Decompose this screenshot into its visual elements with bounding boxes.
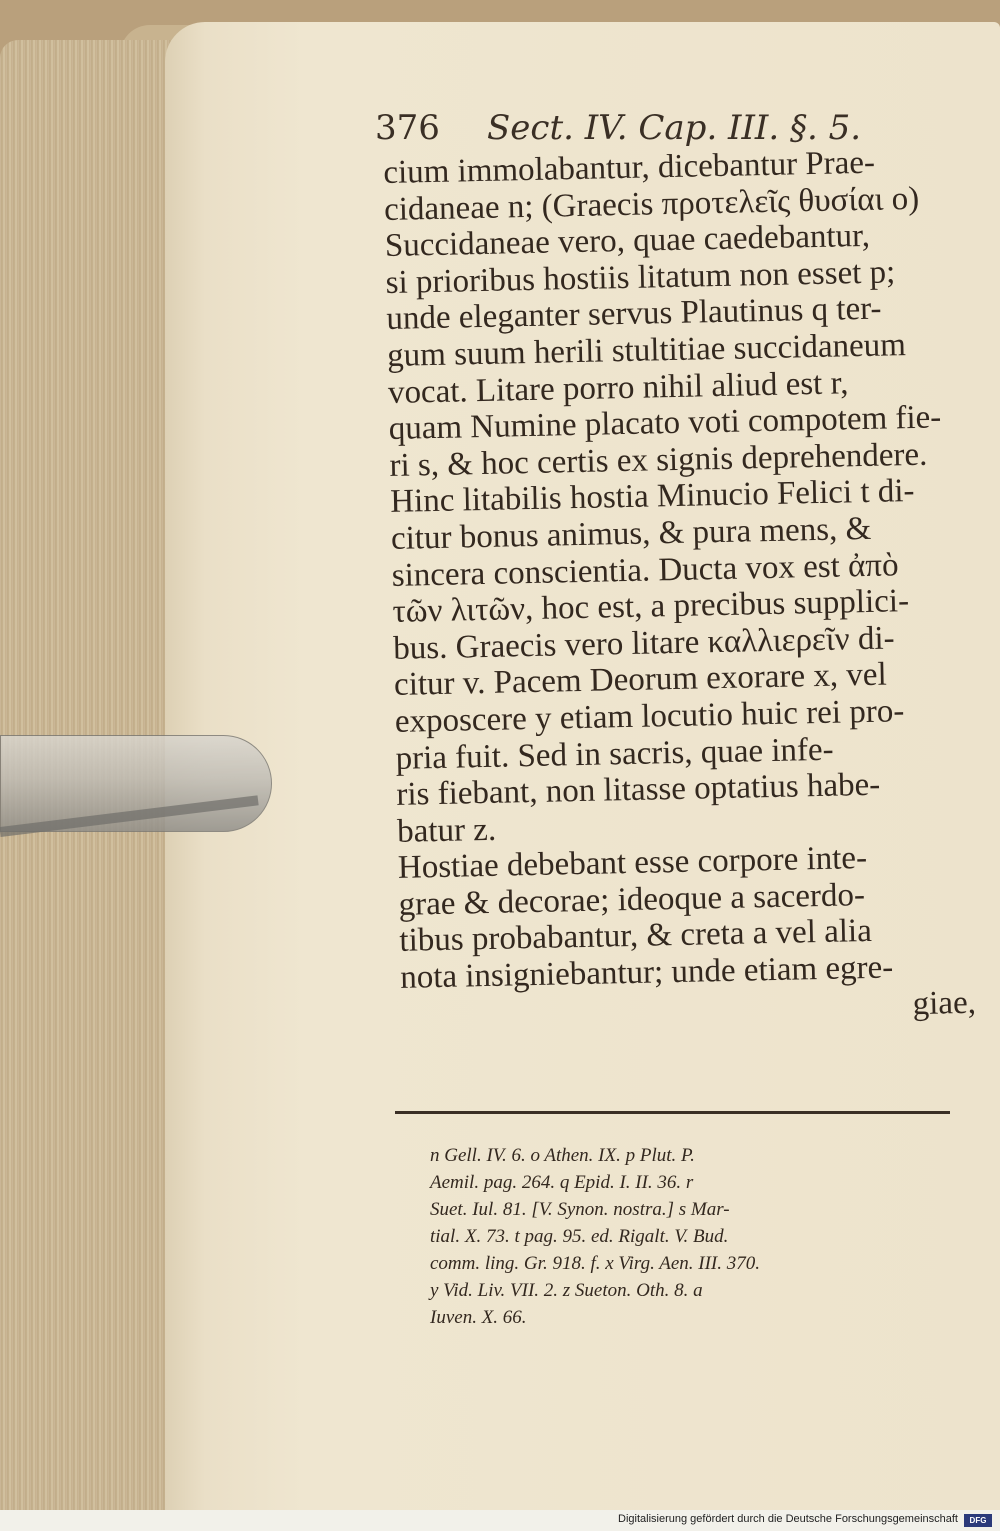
text-line: si prioribus hostiis litatum non esset p; [385, 254, 896, 301]
text-line: vocat. Litare porro nihil aliud est r, [387, 364, 849, 411]
page-clip [0, 735, 270, 890]
text-line: exposcere y etiam locutio huic rei pro- [394, 693, 905, 740]
text-line: quam Numine placato voti compotem fie- [388, 399, 942, 448]
text-line: nota insigniebantur; unde etiam egre- [399, 949, 894, 996]
text-line: unde eleganter servus Plautinus q ter- [386, 290, 882, 338]
text-line: citur bonus animus, & pura mens, & [390, 510, 872, 557]
text-line: citur v. Pacem Deorum exorare x, vel [393, 656, 888, 704]
text-line: Hinc litabilis hostia Minucio Felici t di- [389, 473, 915, 521]
text-line: ris fiebant, non litasse optatius habe- [396, 766, 881, 813]
footnote-line: n Gell. IV. 6. o Athen. IX. p Plut. P. [430, 1145, 695, 1166]
dfg-logo-icon: DFG [964, 1514, 992, 1527]
text-line: tibus probabantur, & creta a vel alia [399, 913, 873, 960]
text-line: pria fuit. Sed in sacris, quae infe- [395, 731, 834, 777]
main-text [383, 143, 976, 1033]
text-line: grae & decorae; ideoque a sacerdo- [398, 876, 866, 923]
footnote-rule [395, 1111, 950, 1114]
digitization-footer [0, 1510, 1000, 1531]
footnote-line: Suet. Iul. 81. [V. Synon. nostra.] s Mar- [430, 1199, 730, 1220]
text-line: gum suum herili stultitiae succidaneum [386, 327, 907, 374]
text-line: batur z. [396, 811, 497, 850]
text-line: Hostiae debebant esse corpore inte- [397, 840, 868, 887]
footnote-line: Iuven. X. 66. [430, 1307, 527, 1328]
footnotes [430, 1142, 955, 1331]
text-line: τῶν λιτῶν, hoc est, a precibus supplici- [392, 583, 910, 631]
funding-credit: Digitalisierung gefördert durch die Deutsche Forschungsgemeinschaft [618, 1513, 958, 1525]
text-line: bus. Graecis vero litare καλλιερεῖν di- [392, 620, 895, 667]
page-number: 376 [375, 108, 440, 148]
text-line: cium immolabantur, dicebantur Prae- [383, 144, 876, 191]
text-line: cidaneae n; (Graecis προτελεῖς θυσίαι o) [383, 180, 920, 228]
footnote-line: Aemil. pag. 264. q Epid. I. II. 36. r [430, 1172, 694, 1193]
footnote-line: comm. ling. Gr. 918. f. x Virg. Aen. III. 370. [430, 1253, 760, 1274]
footnote-line: tial. X. 73. t pag. 95. ed. Rigalt. V. Bud. [430, 1226, 729, 1247]
text-line: ri s, & hoc certis ex signis deprehendere. [389, 436, 928, 484]
footnote-line: y Vid. Liv. VII. 2. z Sueton. Oth. 8. a [430, 1280, 703, 1301]
text-line: sincera conscientia. Ducta vox est ἀπὸ [391, 546, 899, 594]
running-title: Sect. IV. Cap. III. §. 5. [487, 108, 862, 148]
text-line: Succidaneae vero, quae caedebantur, [384, 218, 871, 265]
catchword: giae, [912, 984, 977, 1022]
